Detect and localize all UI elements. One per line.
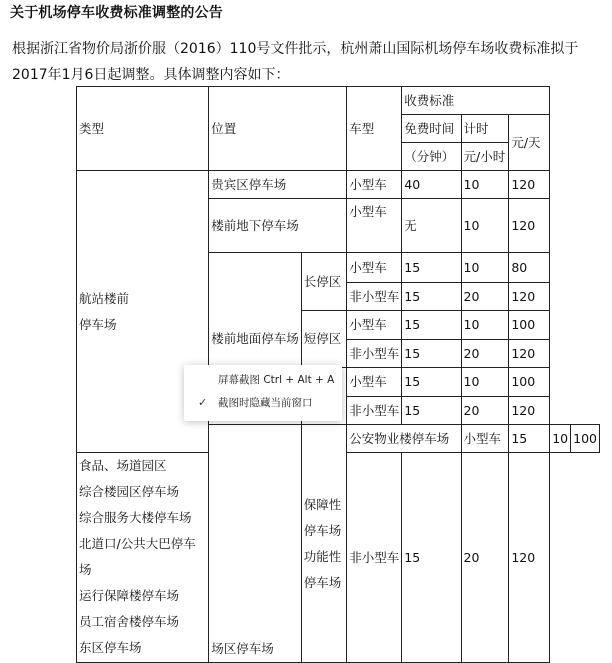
ground-row-hourly: 10 bbox=[461, 311, 509, 340]
ground-row-vehicle: 小型车 bbox=[347, 368, 402, 397]
support-label-3: 功能性 bbox=[303, 548, 342, 564]
ground-location: 楼前地面停车场 bbox=[209, 253, 302, 425]
ground-row-vehicle: 小型车 bbox=[347, 311, 402, 340]
ground-row-hourly: 10 bbox=[461, 253, 509, 283]
check-icon: ✓ bbox=[198, 396, 208, 409]
vip-hourly: 10 bbox=[461, 171, 509, 199]
ground-row-free: 15 bbox=[402, 311, 461, 340]
other-lot: 北道口/公共大巴停车场 bbox=[79, 536, 196, 577]
ground-row-hourly: 20 bbox=[461, 340, 509, 368]
support-label-1: 保障性 bbox=[303, 496, 342, 512]
header-location: 位置 bbox=[209, 87, 347, 171]
ground-row-free: 15 bbox=[402, 368, 461, 397]
ground-row-vehicle: 非小型车 bbox=[347, 283, 402, 311]
ground-row-hourly: 10 bbox=[461, 368, 509, 397]
underground-vehicle: 小型车 bbox=[347, 199, 402, 253]
ground-row-free: 15 bbox=[402, 397, 461, 425]
ground-row-vehicle: 小型车 bbox=[347, 253, 402, 283]
other-lot: 东区停车场 bbox=[79, 640, 142, 655]
ground-row-daily: 120 bbox=[509, 283, 550, 311]
underground-location: 楼前地下停车场 bbox=[209, 199, 347, 253]
ground-row-hourly: 20 bbox=[461, 397, 509, 425]
ground-row-vehicle: 非小型车 bbox=[347, 340, 402, 368]
public-security-hourly: 10 bbox=[550, 425, 571, 453]
header-fee-standard: 收费标准 bbox=[402, 87, 550, 115]
intro-line-2: 2017年1月6日起调整。具体调整内容如下： bbox=[12, 67, 290, 83]
menu-item-hide-window[interactable] bbox=[184, 392, 342, 414]
header-free-time: 免费时间 bbox=[402, 115, 461, 143]
ground-row-hourly: 20 bbox=[461, 283, 509, 311]
other-vehicle: 非小型车 bbox=[347, 453, 402, 663]
terminal-group-label-1: 航站楼前 bbox=[79, 290, 130, 306]
ground-row-daily: 120 bbox=[509, 340, 550, 368]
public-security-location: 公安物业楼停车场 bbox=[347, 425, 461, 453]
ground-row-free: 15 bbox=[402, 283, 461, 311]
public-security-free: 15 bbox=[509, 425, 550, 453]
notice-title: 关于机场停车收费标准调整的公告 bbox=[10, 5, 223, 21]
other-free: 15 bbox=[402, 453, 461, 663]
public-security-daily: 100 bbox=[571, 425, 600, 453]
header-type: 类型 bbox=[77, 87, 209, 171]
public-security-vehicle: 小型车 bbox=[461, 425, 509, 453]
menu-item-screenshot[interactable] bbox=[184, 369, 342, 391]
ground-short-label: 短停区 bbox=[301, 311, 346, 368]
support-group-cell bbox=[301, 425, 346, 663]
notice-intro bbox=[12, 36, 612, 88]
header-vehicle: 车型 bbox=[347, 87, 402, 171]
header-hourly-unit: 元/小时 bbox=[461, 143, 509, 171]
underground-free: 无 bbox=[402, 199, 461, 253]
vip-daily: 120 bbox=[509, 171, 550, 199]
ground-row-free: 15 bbox=[402, 253, 461, 283]
underground-daily: 120 bbox=[509, 199, 550, 253]
ground-row-daily: 100 bbox=[509, 311, 550, 340]
other-daily: 120 bbox=[509, 453, 550, 663]
menu-item-hide-window-label: 截图时隐藏当前窗口 bbox=[218, 397, 313, 409]
vip-location: 贵宾区停车场 bbox=[209, 171, 347, 199]
other-lots-cell bbox=[77, 453, 209, 663]
screenshot-context-menu bbox=[184, 365, 342, 421]
terminal-group-label-2: 停车场 bbox=[79, 316, 117, 332]
other-lot: 员工宿舍楼停车场 bbox=[79, 614, 180, 629]
vip-free: 40 bbox=[402, 171, 461, 199]
vip-vehicle: 小型车 bbox=[347, 171, 402, 199]
support-label-4: 停车场 bbox=[303, 574, 342, 590]
header-daily: 元/天 bbox=[509, 115, 550, 171]
ground-row-daily: 120 bbox=[509, 397, 550, 425]
underground-hourly: 10 bbox=[461, 199, 509, 253]
intro-line-1: 根据浙江省物价局浙价服（2016）110号文件批示，杭州萧山国际机场停车场收费标准拟于 bbox=[12, 41, 579, 57]
ground-row-daily: 80 bbox=[509, 253, 550, 283]
ground-row-vehicle: 非小型车 bbox=[347, 397, 402, 425]
ground-long-label: 长停区 bbox=[301, 253, 346, 311]
header-free-time-unit: （分钟） bbox=[402, 143, 461, 171]
menu-item-screenshot-label: 屏幕截图 Ctrl + Alt + A bbox=[218, 374, 335, 386]
other-lot: 运行保障楼停车场 bbox=[79, 588, 180, 603]
other-lot: 食品、场道园区 bbox=[79, 458, 167, 473]
ground-row-daily: 100 bbox=[509, 368, 550, 397]
ground-row-free: 15 bbox=[402, 340, 461, 368]
other-lot: 综合服务大楼停车场 bbox=[79, 510, 192, 525]
other-hourly: 20 bbox=[461, 453, 509, 663]
support-label-2: 停车场 bbox=[303, 522, 342, 538]
header-hourly: 计时 bbox=[461, 115, 509, 143]
area-group-cell: 场区停车场 bbox=[209, 425, 302, 663]
other-lot: 综合楼园区停车场 bbox=[79, 484, 180, 499]
